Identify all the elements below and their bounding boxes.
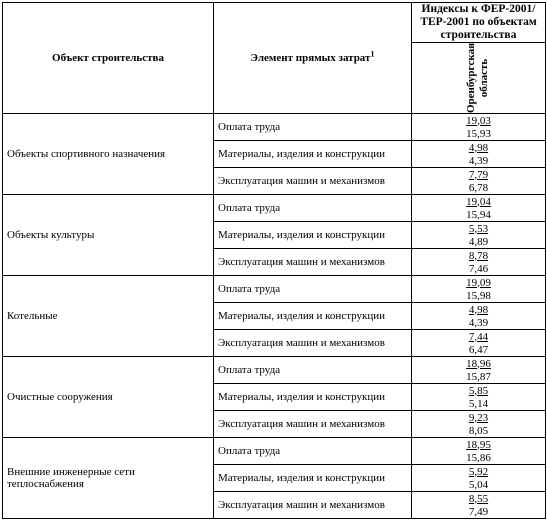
- index-value-top: 8,78: [468, 249, 489, 262]
- index-value-cell: [412, 168, 546, 195]
- index-value-top: 9,23: [468, 411, 489, 424]
- index-value-cell: [412, 411, 546, 438]
- index-value-cell: [412, 114, 546, 141]
- cost-element-cell: Оплата труда: [214, 276, 412, 303]
- footnote-mark: 1: [370, 49, 375, 59]
- index-value-bottom: 5,14: [468, 397, 489, 410]
- index-value-bottom: 7,49: [468, 505, 489, 518]
- index-value-bottom: 5,04: [468, 478, 489, 491]
- object-name-cell: Котельные: [3, 276, 214, 357]
- index-value-cell: [412, 357, 546, 384]
- cost-element-cell: Эксплуатация машин и механизмов: [214, 249, 412, 276]
- cost-element-cell: Материалы, изделия и конструкции: [214, 303, 412, 330]
- index-value-bottom: 4,39: [468, 154, 489, 167]
- index-value-cell: [412, 438, 546, 465]
- index-value-cell: [412, 276, 546, 303]
- region-text: Оренбургская область: [465, 42, 491, 114]
- index-value-top: 4,98: [468, 303, 489, 316]
- region-column-header: [412, 43, 546, 114]
- index-value-bottom: 15,93: [466, 127, 491, 140]
- table-row: [3, 114, 546, 141]
- index-value-bottom: 4,89: [468, 235, 489, 248]
- index-value-cell: [412, 330, 546, 357]
- index-value-bottom: 6,47: [468, 343, 489, 356]
- index-value-bottom: 15,87: [466, 370, 491, 383]
- index-value-top: 19,03: [466, 114, 491, 127]
- index-value-top: 5,53: [468, 222, 489, 235]
- index-value-bottom: 4,39: [468, 316, 489, 329]
- cost-element-cell: Материалы, изделия и конструкции: [214, 222, 412, 249]
- table-row: [3, 276, 546, 303]
- index-value-top: 4,98: [468, 141, 489, 154]
- index-value-top: 7,44: [468, 330, 489, 343]
- cost-element-cell: Эксплуатация машин и механизмов: [214, 330, 412, 357]
- cost-element-cell: Материалы, изделия и конструкции: [214, 384, 412, 411]
- index-value-top: 18,95: [466, 438, 491, 451]
- index-table: [2, 2, 546, 519]
- cost-element-cell: Оплата труда: [214, 438, 412, 465]
- table-row: [3, 357, 546, 384]
- element-column-header: [214, 3, 412, 114]
- index-column-header: [412, 3, 546, 43]
- index-value-bottom: 15,98: [466, 289, 491, 302]
- index-value-top: 18,96: [466, 357, 491, 370]
- table-row: [3, 195, 546, 222]
- cost-element-cell: Оплата труда: [214, 114, 412, 141]
- object-name-cell: Объекты культуры: [3, 195, 214, 276]
- index-value-cell: [412, 195, 546, 222]
- object-name-cell: Внешние инженерные сети теплоснабжения: [3, 438, 214, 519]
- index-value-cell: [412, 465, 546, 492]
- object-column-header: [3, 3, 214, 114]
- cost-element-cell: Материалы, изделия и конструкции: [214, 141, 412, 168]
- cost-element-cell: Материалы, изделия и конструкции: [214, 465, 412, 492]
- element-column-label: Элемент прямых затрат: [250, 52, 371, 64]
- cost-element-cell: Эксплуатация машин и механизмов: [214, 411, 412, 438]
- index-value-bottom: 7,46: [468, 262, 489, 275]
- index-value-cell: [412, 492, 546, 519]
- index-value-top: 19,04: [466, 195, 491, 208]
- table-row: [3, 438, 546, 465]
- index-value-cell: [412, 222, 546, 249]
- object-name-cell: Очистные сооружения: [3, 357, 214, 438]
- table-body: [3, 114, 546, 519]
- index-value-top: 5,92: [468, 465, 489, 478]
- cost-element-cell: Оплата труда: [214, 195, 412, 222]
- cost-element-cell: Эксплуатация машин и механизмов: [214, 492, 412, 519]
- index-value-bottom: 15,86: [466, 451, 491, 464]
- index-value-bottom: 15,94: [466, 208, 491, 221]
- index-value-cell: [412, 141, 546, 168]
- index-value-cell: [412, 303, 546, 330]
- object-name-cell: Объекты спортивного назначения: [3, 114, 214, 195]
- index-value-cell: [412, 249, 546, 276]
- region-label: [466, 43, 492, 113]
- index-value-top: 8,55: [468, 492, 489, 505]
- index-value-top: 7,79: [468, 168, 489, 181]
- index-title: Индексы к ФЕР-2001/ТЕР-2001 по объектам строительства: [420, 3, 537, 41]
- index-value-bottom: 6,78: [468, 181, 489, 194]
- index-value-bottom: 8,05: [468, 424, 489, 437]
- index-value-top: 19,09: [466, 276, 491, 289]
- cost-element-cell: Эксплуатация машин и механизмов: [214, 168, 412, 195]
- index-value-cell: [412, 384, 546, 411]
- object-column-label: Объект строительства: [52, 52, 164, 64]
- index-value-top: 5,85: [468, 384, 489, 397]
- cost-element-cell: Оплата труда: [214, 357, 412, 384]
